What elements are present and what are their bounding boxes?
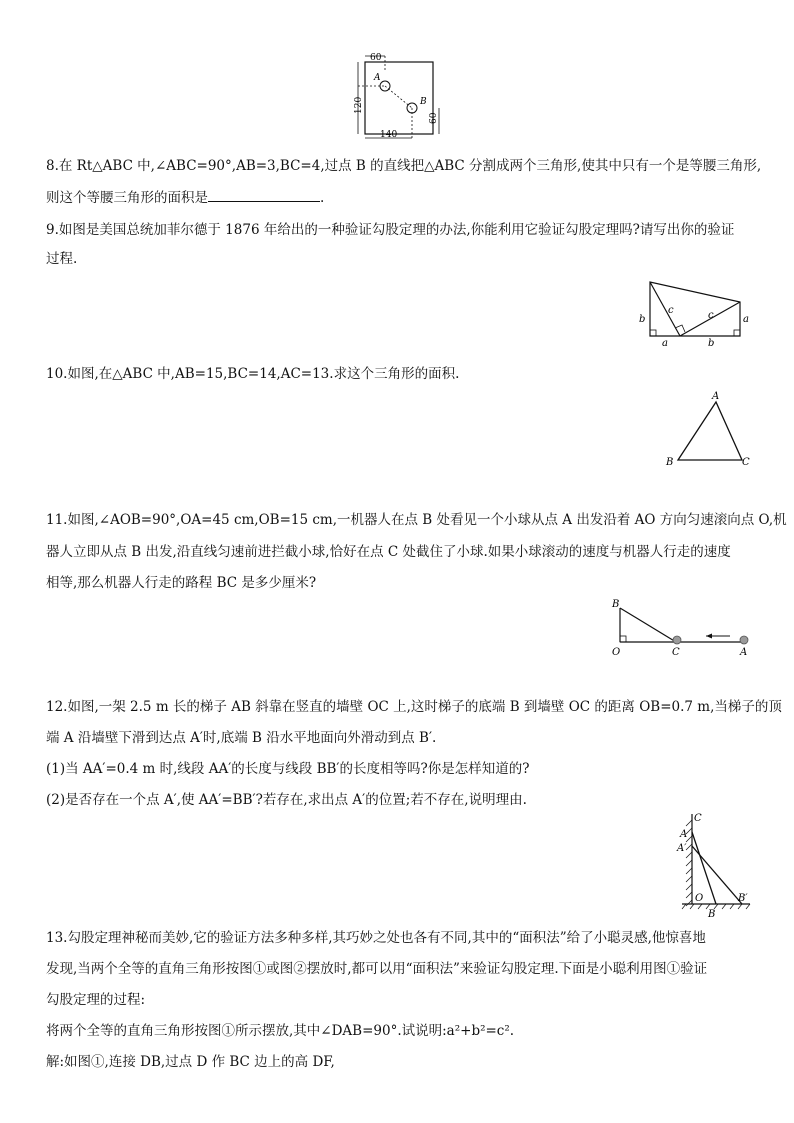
label-b-bottom: b	[708, 338, 715, 349]
q12-line4: (2)是否存在一个点 A′,使 AA′=BB′?若存在,求出点 A′的位置;若不存在,说明理由.	[46, 792, 527, 808]
label-c-1: c	[668, 305, 674, 316]
ball-at-a	[740, 636, 748, 644]
label-b-left: b	[639, 314, 646, 325]
label-o: O	[695, 893, 704, 904]
top-figure	[350, 52, 450, 142]
q8-line2-end: .	[320, 190, 325, 206]
robot-ball-figure	[606, 596, 756, 660]
label-c-2: c	[708, 310, 714, 321]
q13-line5: 解:如图①,连接 DB,过点 D 作 BC 边上的高 DF,	[46, 1054, 335, 1070]
label-a-bottom: a	[662, 338, 668, 349]
q8-line1: 8.在 Rt△ABC 中,∠ABC=90°,AB=3,BC=4,过点 B 的直线把△ABC 分割成两个三角形,使其中只有一个是等腰三角形,	[46, 158, 762, 174]
q12-line2: 端 A 沿墙壁下滑到达点 A′时,底端 B 沿水平地面向外滑动到点 B′.	[46, 730, 437, 746]
q11-line1: 11.如图,∠AOB=90°,OA=45 cm,OB=15 cm,一机器人在点 B 处看见一个小球从点 A 出发沿着 AO 方向匀速滚向点 O,机	[46, 512, 787, 528]
label-o: O	[612, 647, 621, 658]
q8-line2	[46, 189, 324, 207]
q13-line1: 13.勾股定理神秘而美妙,它的验证方法多种多样,其巧妙之处也各有不同,其中的“面积法”给了小聪灵感,他惊喜地	[46, 930, 706, 946]
garfield-trapezoid-figure	[630, 280, 755, 348]
label-c: C	[694, 813, 702, 824]
label-b: B	[612, 599, 620, 610]
label-b: B	[666, 457, 674, 468]
q13-line4: 将两个全等的直角三角形按图①所示摆放,其中∠DAB=90°.试说明:a²+b²=c².	[46, 1023, 515, 1039]
q13-line3: 勾股定理的过程:	[46, 992, 146, 1008]
q12-line3: (1)当 AA′=0.4 m 时,线段 AA′的长度与线段 BB′的长度相等吗?你是怎样知道的?	[46, 761, 530, 777]
label-120: 120	[354, 96, 364, 114]
label-a: A	[374, 73, 381, 83]
label-c: C	[742, 457, 750, 468]
q8-line2-text: 则这个等腰三角形的面积是	[46, 190, 208, 206]
q10-text: 10.如图,在△ABC 中,AB=15,BC=14,AC=13.求这个三角形的面积.	[46, 366, 460, 382]
label-b: B	[708, 909, 716, 920]
label-b: B	[420, 97, 427, 107]
q9-line2: 过程.	[46, 251, 78, 267]
q11-line2: 器人立即从点 B 出发,沿直线匀速前进拦截小球,恰好在点 C 处截住了小球.如果小球滚动的速度与机器人行走的速度	[46, 544, 731, 560]
label-a-prime: A′	[677, 843, 687, 854]
label-a: A	[680, 829, 688, 840]
q13-line2: 发现,当两个全等的直角三角形按图①或图②摆放时,都可以用“面积法”来验证勾股定理.下面是小聪利用图①验证	[46, 961, 708, 977]
triangle-abc-figure	[662, 390, 757, 470]
label-c: C	[672, 647, 680, 658]
q12-line1: 12.如图,一架 2.5 m 长的梯子 AB 斜靠在竖直的墙壁 OC 上,这时梯子的底端 B 到墙壁 OC 的距离 OB=0.7 m,当梯子的顶	[46, 699, 782, 715]
ladder-figure	[668, 810, 758, 922]
q9-line1: 9.如图是美国总统加菲尔德于 1876 年给出的一种验证勾股定理的办法,你能利用它验证勾股定理吗?请写出你的验证	[46, 222, 735, 238]
ball-at-c	[673, 636, 681, 644]
label-60-right: 60	[429, 112, 439, 124]
label-a: A	[712, 391, 720, 402]
label-a: A	[740, 647, 748, 658]
q11-line3: 相等,那么机器人行走的路程 BC 是多少厘米?	[46, 575, 317, 591]
label-60-top: 60	[370, 53, 382, 63]
label-a-right: a	[743, 314, 749, 325]
q8-answer-blank[interactable]	[208, 189, 320, 202]
label-140: 140	[380, 130, 398, 140]
label-b-prime: B′	[738, 893, 748, 904]
